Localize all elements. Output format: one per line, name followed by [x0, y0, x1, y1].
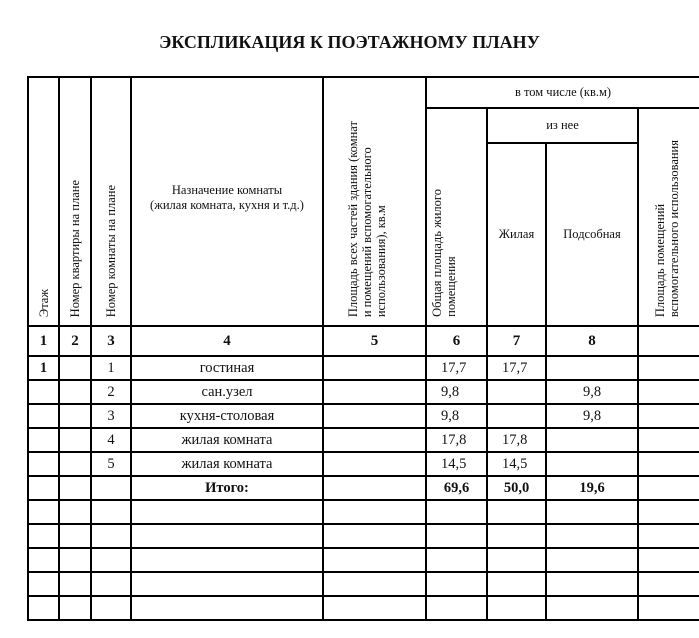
table-row — [28, 428, 699, 452]
empty-cell — [546, 548, 638, 572]
cell-room: 5 — [91, 452, 131, 476]
header-apartment-no: Номер квартиры на плане — [59, 77, 91, 326]
empty-table-row — [28, 572, 699, 596]
cell-total — [323, 452, 426, 476]
header-total-area: Площадь всех частей здания (комнат и помещений вспомогательного использования), кв.м — [323, 77, 426, 326]
cell-aux-use — [638, 380, 699, 404]
cell-total — [323, 404, 426, 428]
empty-cell — [59, 596, 91, 620]
empty-cell — [426, 596, 487, 620]
cell-total — [323, 356, 426, 380]
empty-cell — [638, 572, 699, 596]
cell-total — [323, 380, 426, 404]
empty-cell — [323, 524, 426, 548]
total-auxiliary: 19,6 — [546, 476, 638, 500]
cell-aux-use — [638, 404, 699, 428]
empty-cell — [487, 500, 546, 524]
cell-floor — [28, 380, 59, 404]
header-living: Жилая — [487, 143, 546, 326]
cell-apt — [59, 452, 91, 476]
cell-living-total: 17,8 — [426, 428, 487, 452]
empty-cell — [426, 524, 487, 548]
column-number: 1 — [28, 326, 59, 356]
cell-aux — [546, 356, 638, 380]
table-row — [28, 380, 699, 404]
table-row — [28, 404, 699, 428]
empty-cell — [546, 500, 638, 524]
empty-cell — [546, 572, 638, 596]
cell-living: 14,5 — [487, 452, 546, 476]
empty-cell — [638, 548, 699, 572]
cell-floor: 1 — [28, 356, 59, 380]
empty-cell — [638, 500, 699, 524]
column-number: 5 — [323, 326, 426, 356]
cell-purpose: жилая комната — [131, 428, 323, 452]
empty-cell — [59, 524, 91, 548]
empty-cell — [91, 596, 131, 620]
empty-cell — [28, 500, 59, 524]
empty-cell — [91, 548, 131, 572]
cell-apt — [59, 428, 91, 452]
empty-cell — [28, 548, 59, 572]
cell-purpose: сан.узел — [131, 380, 323, 404]
header-auxiliary: Подсобная — [546, 143, 638, 326]
total-living: 50,0 — [487, 476, 546, 500]
column-number: 8 — [546, 326, 638, 356]
column-number: 6 — [426, 326, 487, 356]
cell-apt — [59, 380, 91, 404]
empty-cell — [487, 524, 546, 548]
empty-cell — [91, 524, 131, 548]
empty-cell — [28, 596, 59, 620]
header-purpose-line2: (жилая комната, кухня и т.д.) — [150, 198, 304, 212]
table-row — [28, 452, 699, 476]
cell-aux-use — [638, 356, 699, 380]
empty-cell — [59, 548, 91, 572]
empty-cell — [638, 476, 699, 500]
cell-aux-use — [638, 452, 699, 476]
empty-cell — [323, 500, 426, 524]
empty-cell — [91, 572, 131, 596]
header-living-total: Общая площадь жилого помещения — [426, 108, 487, 326]
empty-cell — [131, 524, 323, 548]
empty-cell — [28, 476, 59, 500]
empty-cell — [59, 572, 91, 596]
cell-living-total: 9,8 — [426, 404, 487, 428]
empty-cell — [546, 596, 638, 620]
cell-aux — [546, 428, 638, 452]
total-row — [28, 476, 699, 500]
header-floor: Этаж — [28, 77, 59, 326]
empty-cell — [131, 500, 323, 524]
empty-cell — [487, 596, 546, 620]
empty-cell — [91, 500, 131, 524]
empty-cell — [59, 500, 91, 524]
empty-cell — [91, 476, 131, 500]
column-number: 7 — [487, 326, 546, 356]
cell-purpose: кухня-столовая — [131, 404, 323, 428]
empty-cell — [546, 524, 638, 548]
empty-cell — [638, 524, 699, 548]
empty-cell — [131, 572, 323, 596]
empty-cell — [487, 572, 546, 596]
cell-purpose: гостиная — [131, 356, 323, 380]
header-aux-use: Площадь помещений вспомогательного использования — [638, 108, 699, 326]
empty-table-row — [28, 596, 699, 620]
empty-cell — [638, 596, 699, 620]
empty-table-row — [28, 548, 699, 572]
empty-cell — [59, 476, 91, 500]
cell-floor — [28, 428, 59, 452]
cell-room: 4 — [91, 428, 131, 452]
cell-living — [487, 380, 546, 404]
cell-floor — [28, 404, 59, 428]
cell-living: 17,8 — [487, 428, 546, 452]
column-numbers-row — [28, 326, 699, 356]
total-living-total: 69,6 — [426, 476, 487, 500]
explication-table — [27, 76, 699, 621]
empty-cell — [323, 596, 426, 620]
empty-cell — [131, 548, 323, 572]
empty-cell — [323, 572, 426, 596]
empty-cell — [28, 524, 59, 548]
empty-cell — [323, 476, 426, 500]
empty-cell — [426, 572, 487, 596]
header-purpose — [131, 77, 323, 326]
empty-cell — [323, 548, 426, 572]
cell-room: 1 — [91, 356, 131, 380]
cell-aux-use — [638, 428, 699, 452]
empty-cell — [426, 548, 487, 572]
cell-apt — [59, 356, 91, 380]
cell-living-total: 9,8 — [426, 380, 487, 404]
header-of-which: из нее — [487, 108, 638, 143]
cell-total — [323, 428, 426, 452]
empty-table-row — [28, 524, 699, 548]
cell-aux: 9,8 — [546, 380, 638, 404]
cell-floor — [28, 452, 59, 476]
header-including: в том числе (кв.м) — [426, 77, 699, 108]
cell-apt — [59, 404, 91, 428]
cell-living-total: 17,7 — [426, 356, 487, 380]
table-row — [28, 356, 699, 380]
empty-cell — [426, 500, 487, 524]
column-number: 3 — [91, 326, 131, 356]
empty-table-row — [28, 500, 699, 524]
column-number — [638, 326, 699, 356]
cell-living — [487, 404, 546, 428]
cell-living-total: 14,5 — [426, 452, 487, 476]
cell-living: 17,7 — [487, 356, 546, 380]
cell-room: 3 — [91, 404, 131, 428]
cell-purpose: жилая комната — [131, 452, 323, 476]
empty-cell — [28, 572, 59, 596]
header-purpose-line1: Назначение комнаты — [171, 183, 283, 197]
header-room-no: Номер комнаты на плане — [91, 77, 131, 326]
cell-room: 2 — [91, 380, 131, 404]
cell-aux: 9,8 — [546, 404, 638, 428]
column-number: 2 — [59, 326, 91, 356]
empty-cell — [131, 596, 323, 620]
page-title: ЭКСПЛИКАЦИЯ К ПОЭТАЖНОМУ ПЛАНУ — [159, 32, 540, 52]
column-number: 4 — [131, 326, 323, 356]
cell-aux — [546, 452, 638, 476]
empty-cell — [487, 548, 546, 572]
total-label: Итого: — [131, 476, 323, 500]
